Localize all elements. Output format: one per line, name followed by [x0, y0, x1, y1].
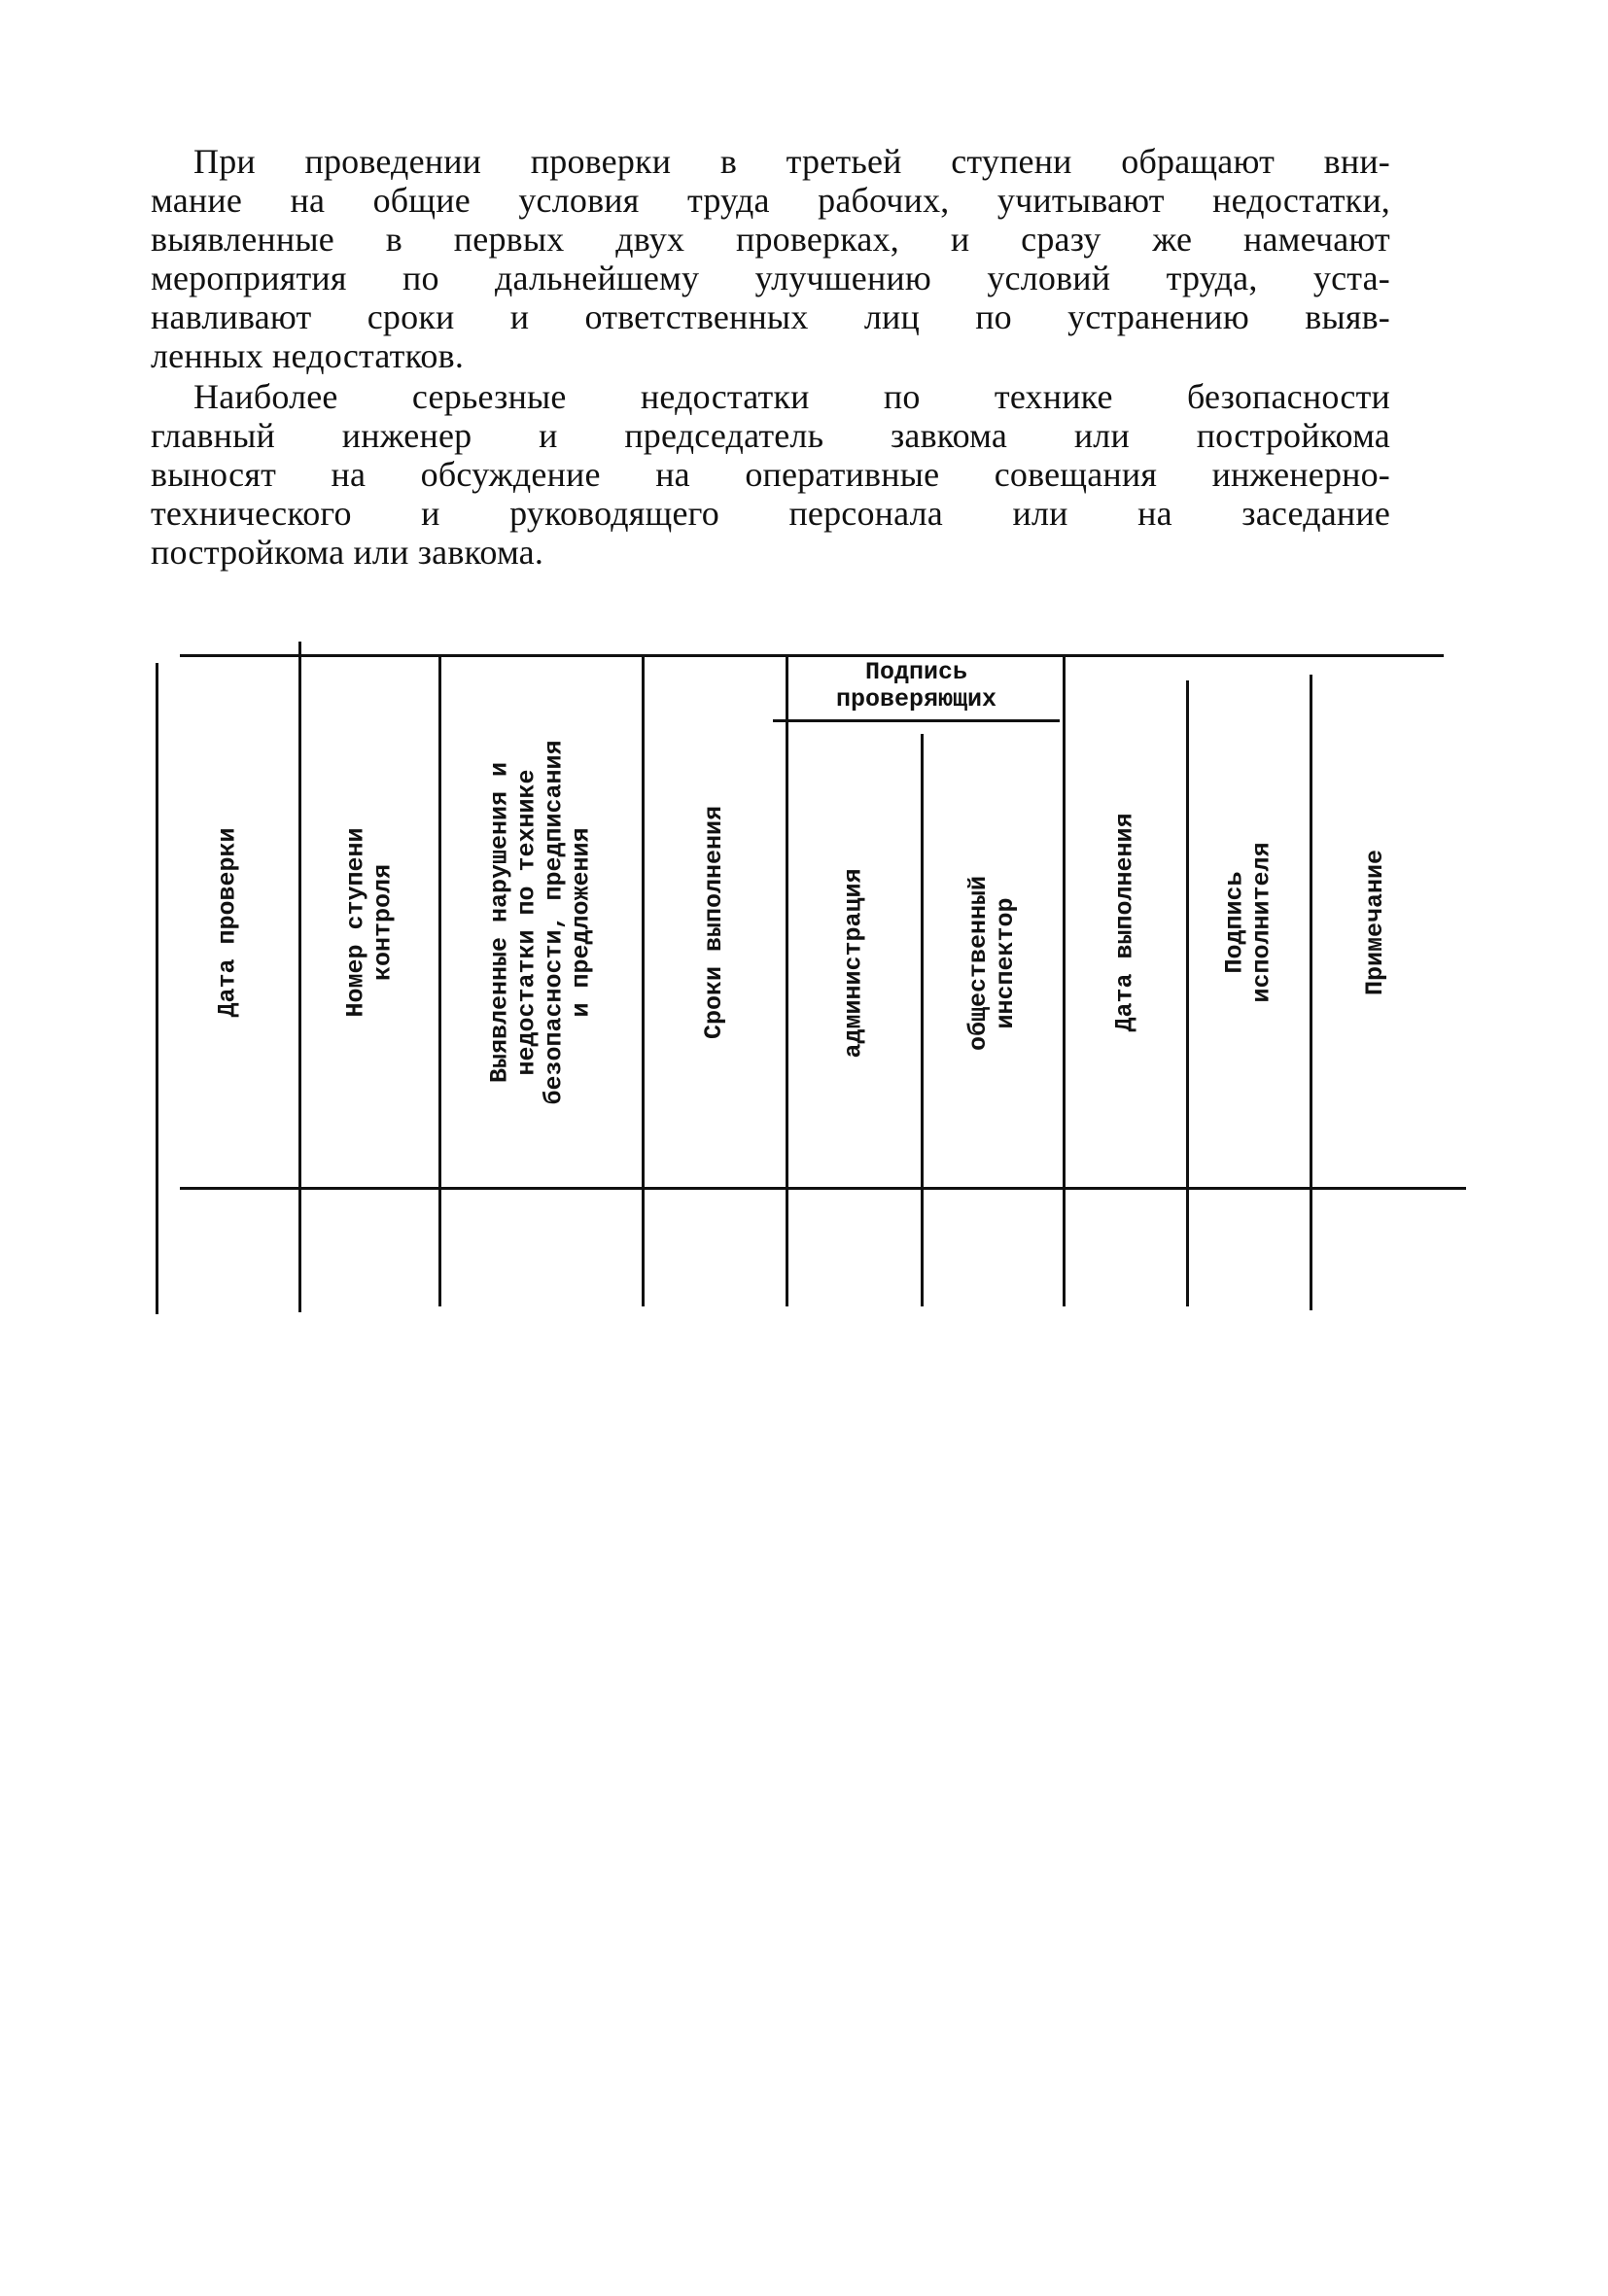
column-header-label: Подпись исполнителя	[1221, 841, 1276, 1003]
group-header-line: проверяющих	[835, 685, 997, 713]
text-line: ленных недостатков.	[151, 336, 465, 375]
column-header-label: Выявленные нарушения и недостатки по технике безопасности, предписания и предложения	[486, 739, 596, 1105]
column-header-date	[158, 657, 298, 1187]
text-line: Наиболее серьезные недостатки по технике безопасности	[193, 377, 1390, 416]
header-bottom-rule	[180, 1187, 1466, 1190]
column-header-label: Номер ступени контроля	[341, 826, 398, 1018]
column-header-public-inspector	[924, 739, 1063, 1187]
column-header-label: администрация	[840, 867, 869, 1059]
column-header-violations	[441, 657, 642, 1187]
text-line: выявленные в первых двух проверках, и сразу же намечают	[151, 220, 1390, 259]
text-line: технического и руководящего персонала или на заседание	[151, 494, 1390, 533]
column-header-stage	[301, 657, 438, 1187]
column-header-deadlines	[645, 657, 786, 1187]
column-header-label: Примечание	[1361, 849, 1389, 995]
text-line: навливают сроки и ответственных лиц по устранению выяв-	[151, 297, 1390, 336]
column-header-label: общественный инспектор	[964, 875, 1021, 1051]
column-header-label: Сроки выполнения	[700, 805, 729, 1039]
column-header-completion-date	[1066, 657, 1186, 1187]
group-header	[773, 659, 1060, 713]
text-line: главный инженер и председатель завкома или постройкома	[151, 416, 1390, 455]
text-line: постройкома или завкома.	[151, 533, 544, 572]
column-header-executor-signature	[1189, 657, 1310, 1187]
column-header-label: Дата проверки	[214, 826, 243, 1018]
group-underline	[773, 719, 1060, 722]
text-line: выносят на обсуждение на оперативные совещания инженерно-	[151, 455, 1390, 494]
text-line: При проведении проверки в третьей ступени обращают вни-	[193, 142, 1390, 181]
column-header-label: Дата выполнения	[1111, 812, 1140, 1032]
text-line: мание на общие условия труда рабочих, учитывают недостатки,	[151, 181, 1390, 220]
text-line: мероприятия по дальнейшему улучшению условий труда, уста-	[151, 259, 1390, 297]
group-header-line: Подпись	[864, 658, 968, 686]
column-header-administration	[788, 739, 921, 1187]
column-header-note	[1312, 657, 1439, 1187]
